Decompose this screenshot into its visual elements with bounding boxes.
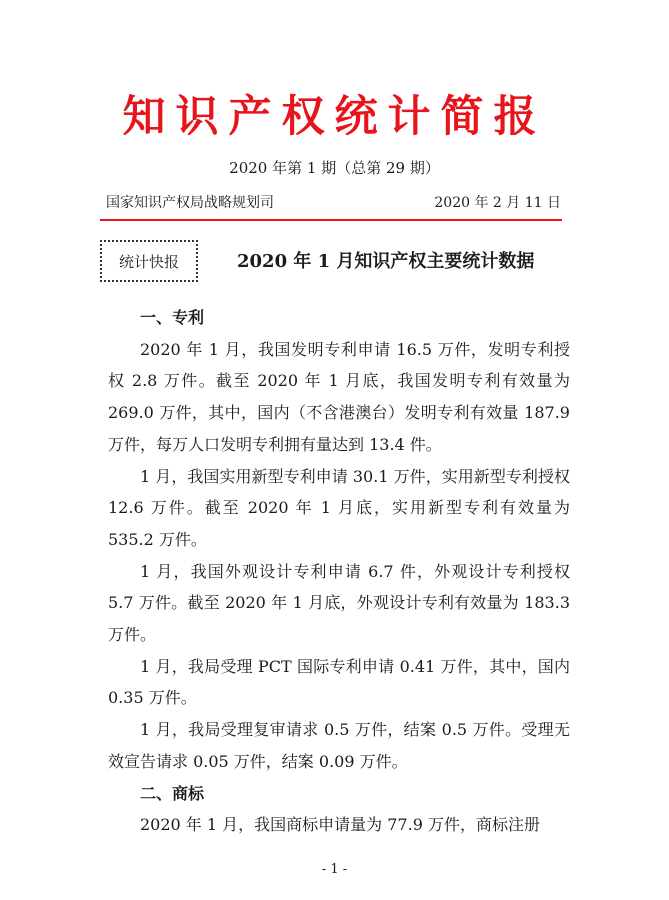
paragraph-designs: 1 月，我国外观设计专利申请 6.7 件，外观设计专利授权 5.7 万件。截至 2020 年 1 月底，外观设计专利有效量为 183.3 万件。	[108, 561, 570, 645]
issuing-organization: 国家知识产权局战略规划司	[106, 195, 274, 211]
section-heading-patents: 一、专利	[140, 308, 205, 327]
issue-number: 2020 年第 1 期（总第 29 期）	[229, 159, 440, 177]
paragraph-invention-patents: 2020 年 1 月，我国发明专利申请 16.5 万件，发明专利授权 2.8 万件。截至 2020 年 1 月底，我国发明专利有效量为 269.0 万件，其中，国内（不含港澳台）发明专利有效量 187.9 万件，每万人口发明专利拥有量达到 13.4 件。	[108, 339, 570, 454]
page-number: - 1 -	[321, 862, 348, 877]
flash-label: 统计快报	[118, 252, 179, 271]
masthead-title: 知识产权统计简报	[122, 92, 547, 142]
header-divider	[100, 219, 562, 221]
paragraph-pct: 1 月，我局受理 PCT 国际专利申请 0.41 万件，其中，国内 0.35 万件。	[108, 656, 570, 708]
document-title: 2020 年 1 月知识产权主要统计数据	[237, 251, 535, 272]
section-heading-trademarks: 二、商标	[140, 783, 205, 803]
issue-date: 2020 年 2 月 11 日	[434, 195, 561, 211]
paragraph-trademarks: 2020 年 1 月，我国商标申请量为 77.9 万件，商标注册	[140, 815, 540, 835]
paragraph-reexamination: 1 月，我局受理复审请求 0.5 万件，结案 0.5 万件。受理无效宣告请求 0.05 万件，结案 0.09 万件。	[108, 720, 570, 771]
paragraph-utility-models: 1 月，我国实用新型专利申请 30.1 万件，实用新型专利授权 12.6 万件。截至 2020 年 1 月底，实用新型专利有效量为 535.2 万件。	[108, 466, 570, 549]
flash-label-box	[100, 240, 198, 282]
document-body	[108, 302, 570, 841]
